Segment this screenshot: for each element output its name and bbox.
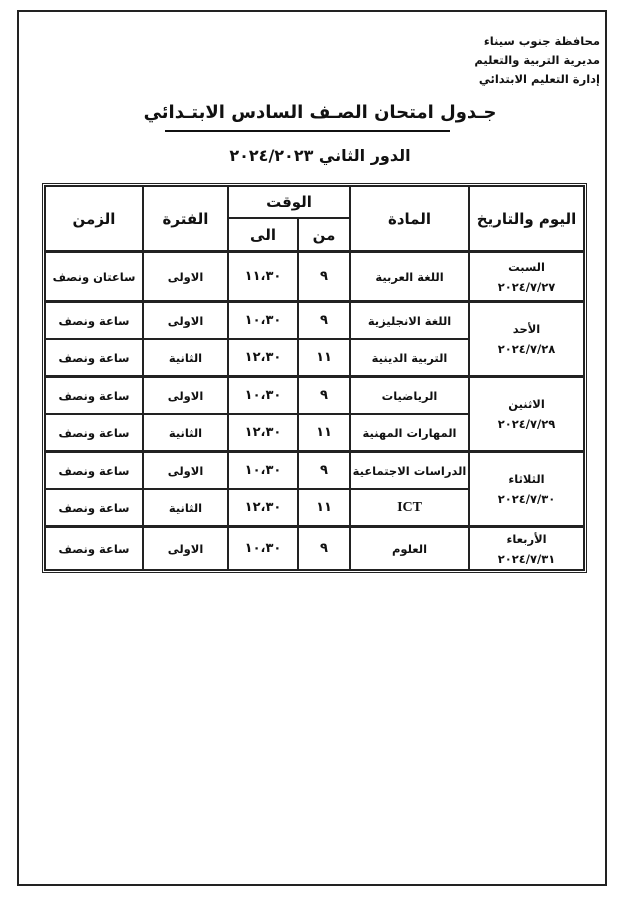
period-cell: الثانية — [143, 414, 228, 451]
end-time-cell: ١٠،٣٠ — [228, 526, 298, 570]
day-name: الثلاثاء — [508, 472, 545, 486]
header-day-date: اليوم والتاريخ — [469, 186, 584, 251]
duration-cell: ساعة ونصف — [45, 376, 143, 414]
day-date-cell — [469, 301, 584, 376]
duration-cell: ساعة ونصف — [45, 339, 143, 376]
table-row — [45, 376, 584, 414]
start-time-cell: ٩ — [298, 251, 350, 301]
governorate-name: محافظة جنوب سيناء — [483, 34, 600, 48]
start-time-cell: ٩ — [298, 451, 350, 489]
duration-cell: ساعة ونصف — [45, 451, 143, 489]
letterhead — [474, 32, 600, 89]
day-name: الاثنين — [508, 397, 545, 411]
header-subject: المادة — [350, 186, 469, 251]
duration-cell: ساعتان ونصف — [45, 251, 143, 301]
period-cell: الثانية — [143, 339, 228, 376]
table-row — [45, 526, 584, 570]
duration-cell: ساعة ونصف — [45, 526, 143, 570]
header-duration: الزمن — [45, 186, 143, 251]
start-time-cell: ٩ — [298, 376, 350, 414]
end-time-cell: ١٢،٣٠ — [228, 339, 298, 376]
subject-cell: العلوم — [350, 526, 469, 570]
duration-cell: ساعة ونصف — [45, 414, 143, 451]
period-cell: الثانية — [143, 489, 228, 526]
subject-cell: التربية الدينية — [350, 339, 469, 376]
header-from: من — [298, 218, 350, 251]
duration-cell: ساعة ونصف — [45, 489, 143, 526]
table-row — [45, 251, 584, 301]
subject-cell: اللغة الانجليزية — [350, 301, 469, 339]
table-row — [45, 301, 584, 339]
exam-date: ٢٠٢٤/٧/٢٧ — [497, 279, 556, 294]
day-name: الأربعاء — [506, 531, 547, 546]
exam-date: ٢٠٢٤/٧/٣٠ — [497, 492, 556, 506]
header-time: الوقت — [228, 186, 350, 218]
document-title: جـدول امتحان الصـف السادس الابتـدائي — [143, 102, 497, 123]
exam-schedule-table — [42, 183, 587, 573]
start-time-cell: ١١ — [298, 414, 350, 451]
end-time-cell: ١١،٣٠ — [228, 251, 298, 301]
table-row — [45, 451, 584, 489]
end-time-cell: ١٠،٣٠ — [228, 451, 298, 489]
end-time-cell: ١٢،٣٠ — [228, 414, 298, 451]
exam-date: ٢٠٢٤/٧/٣١ — [497, 551, 556, 566]
start-time-cell: ٩ — [298, 526, 350, 570]
start-time-cell: ٩ — [298, 301, 350, 339]
subject-cell: المهارات المهنية — [350, 414, 469, 451]
period-cell: الاولى — [143, 376, 228, 414]
period-cell: الاولى — [143, 526, 228, 570]
period-cell: الاولى — [143, 451, 228, 489]
day-date-cell — [469, 376, 584, 451]
start-time-cell: ١١ — [298, 339, 350, 376]
subject-cell: اللغة العربية — [350, 251, 469, 301]
day-date-cell — [469, 251, 584, 301]
duration-cell: ساعة ونصف — [45, 301, 143, 339]
day-date-cell — [469, 526, 584, 570]
exam-date: ٢٠٢٤/٧/٢٨ — [497, 342, 556, 356]
start-time-cell: ١١ — [298, 489, 350, 526]
exam-date: ٢٠٢٤/٧/٢٩ — [497, 417, 556, 431]
end-time-cell: ١٠،٣٠ — [228, 376, 298, 414]
subject-cell: الدراسات الاجتماعية — [350, 451, 469, 489]
subject-cell: الرياضيات — [350, 376, 469, 414]
day-date-cell — [469, 451, 584, 526]
administration-name: إدارة التعليم الابتدائي — [478, 72, 600, 86]
end-time-cell: ١٠،٣٠ — [228, 301, 298, 339]
title-underline — [165, 130, 450, 132]
period-cell: الاولى — [143, 301, 228, 339]
directorate-name: مديرية التربية والتعليم — [474, 53, 600, 67]
header-to: الى — [228, 218, 298, 251]
period-cell: الاولى — [143, 251, 228, 301]
header-period: الفترة — [143, 186, 228, 251]
end-time-cell: ١٢،٣٠ — [228, 489, 298, 526]
subject-cell: ICT — [350, 489, 469, 526]
day-name: الأحد — [512, 322, 541, 336]
document-subtitle: الدور الثاني ٢٠٢٤/٢٠٢٣ — [229, 146, 411, 165]
day-name: السبت — [508, 259, 545, 274]
